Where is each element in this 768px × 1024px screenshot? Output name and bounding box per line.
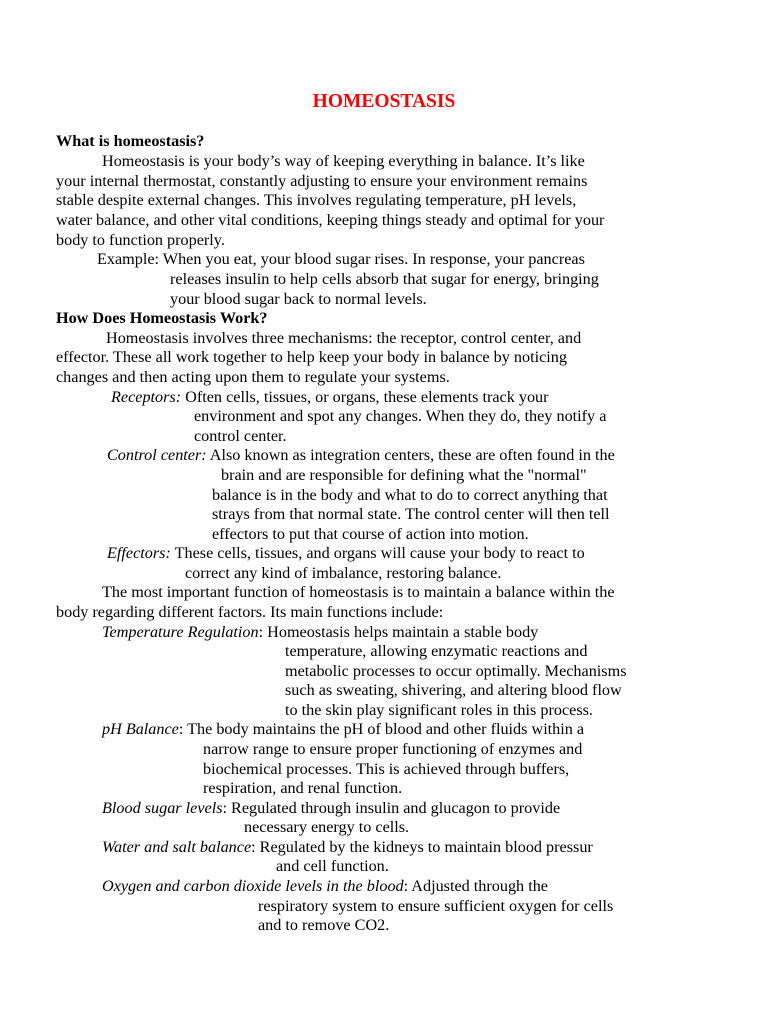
effectors-term: Effectors: (107, 544, 171, 562)
section-heading-what: What is homeostasis? (56, 132, 205, 150)
control-center-line: effectors to put that course of action into motion. (212, 525, 529, 543)
ph-line: respiration, and renal function. (203, 779, 403, 797)
paragraph-line: body regarding different factors. Its main functions include: (56, 603, 444, 621)
control-center-term: Control center: (107, 446, 207, 464)
receptors-term: Receptors: (111, 388, 182, 406)
receptors-line: environment and spot any changes. When they do, they notify a (194, 407, 607, 425)
page-title: HOMEOSTASIS (312, 91, 456, 112)
blood-sugar-line: necessary energy to cells. (244, 818, 410, 836)
oxygen-item (102, 877, 548, 897)
temperature-line: temperature, allowing enzymatic reactions and (285, 642, 588, 660)
example-line: Example: When you eat, your blood sugar rises. In response, your pancreas (97, 250, 585, 268)
temperature-item (102, 623, 538, 643)
blood-sugar-item (102, 799, 560, 819)
control-center-text: Also known as integration centers, these are often found in the (206, 446, 615, 464)
paragraph-line: stable despite external changes. This involves regulating temperature, pH levels, (56, 191, 577, 209)
water-salt-item (102, 838, 593, 858)
blood-sugar-text: : Regulated through insulin and glucagon to provide (222, 799, 561, 817)
temperature-term: Temperature Regulation (102, 623, 259, 641)
paragraph-line: Homeostasis is your body’s way of keeping everything in balance. It’s like (102, 152, 585, 170)
effectors-line: correct any kind of imbalance, restoring balance. (185, 564, 502, 582)
paragraph-line: your internal thermostat, constantly adjusting to ensure your environment remains (56, 172, 588, 190)
effectors-text: These cells, tissues, and organs will cause your body to react to (170, 544, 585, 562)
temperature-text: : Homeostasis helps maintain a stable body (258, 623, 539, 641)
paragraph-line: Homeostasis involves three mechanisms: the receptor, control center, and (106, 329, 582, 347)
oxygen-term: Oxygen and carbon dioxide levels in the blood (102, 877, 404, 895)
paragraph-line: The most important function of homeostasis is to maintain a balance within the (102, 583, 615, 601)
paragraph-line: effector. These all work together to help keep your body in balance by noticing (56, 348, 567, 366)
example-line: your blood sugar back to normal levels. (170, 290, 427, 308)
oxygen-line: and to remove CO2. (258, 916, 390, 934)
water-salt-line: and cell function. (276, 857, 389, 875)
section-heading-how: How Does Homeostasis Work? (56, 309, 268, 327)
control-center-line: brain and are responsible for defining what the "normal" (221, 466, 587, 484)
paragraph-line: body to function properly. (56, 231, 225, 249)
ph-term: pH Balance (102, 720, 179, 738)
ph-item (102, 720, 584, 740)
blood-sugar-term: Blood sugar levels (102, 799, 223, 817)
control-center-line: balance is in the body and what to do to correct anything that (212, 486, 608, 504)
receptors-item (111, 388, 549, 408)
oxygen-text: : Adjusted through the (403, 877, 548, 895)
temperature-line: to the skin play significant roles in this process. (285, 701, 593, 719)
control-center-item (107, 446, 615, 466)
receptors-text: Often cells, tissues, or organs, these elements track your (181, 388, 549, 406)
effectors-item (107, 544, 585, 564)
receptors-line: control center. (194, 427, 287, 445)
paragraph-line: changes and then acting upon them to regulate your systems. (56, 368, 450, 386)
oxygen-line: respiratory system to ensure sufficient oxygen for cells (258, 897, 614, 915)
water-salt-term: Water and salt balance (102, 838, 252, 856)
ph-line: biochemical processes. This is achieved through buffers, (203, 760, 570, 778)
water-salt-text: : Regulated by the kidneys to maintain blood pressur (251, 838, 593, 856)
paragraph-line: water balance, and other vital conditions, keeping things steady and optimal for your (56, 211, 605, 229)
temperature-line: such as sweating, shivering, and altering blood flow (285, 681, 622, 699)
control-center-line: strays from that normal state. The control center will then tell (212, 505, 610, 523)
example-line: releases insulin to help cells absorb that sugar for energy, bringing (170, 270, 599, 288)
ph-text: : The body maintains the pH of blood and other fluids within a (178, 720, 585, 738)
ph-line: narrow range to ensure proper functioning of enzymes and (203, 740, 583, 758)
temperature-line: metabolic processes to occur optimally. Mechanisms (285, 662, 627, 680)
